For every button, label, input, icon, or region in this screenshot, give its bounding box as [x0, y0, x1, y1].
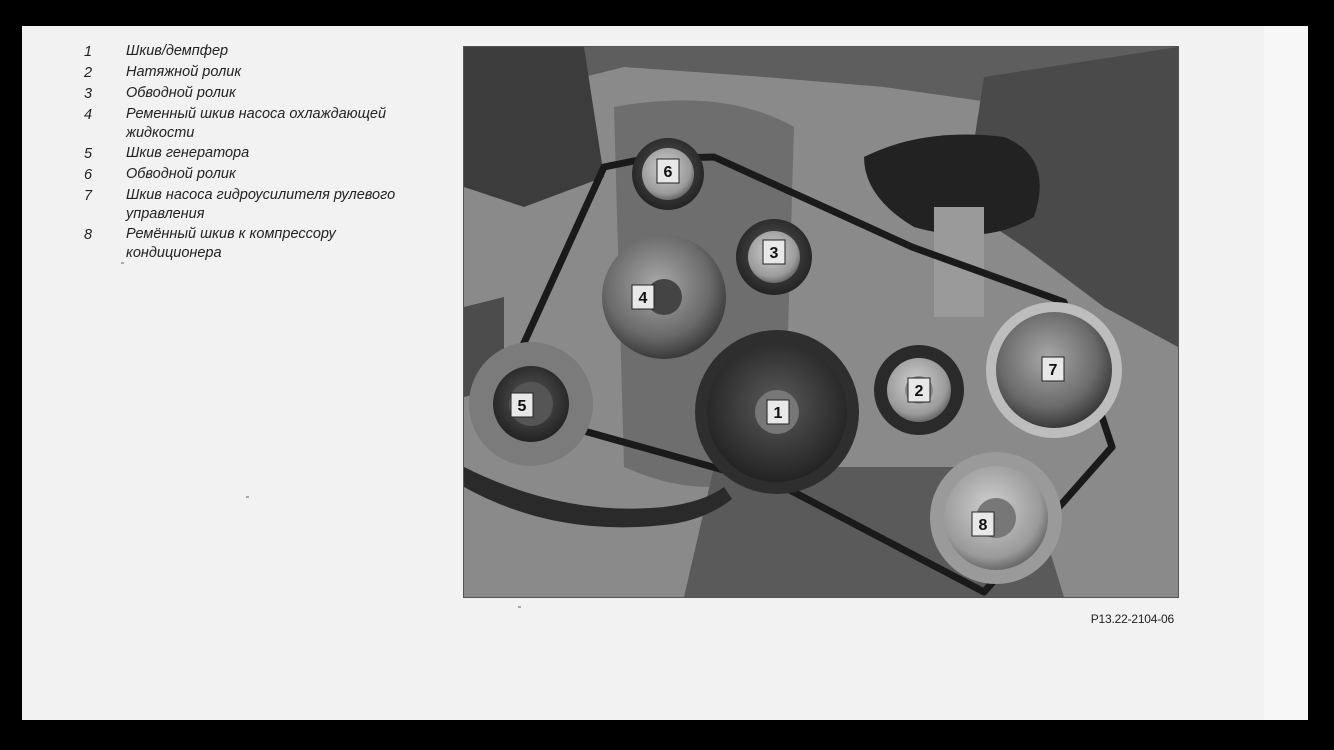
legend-text: Натяжной ролик: [126, 64, 242, 80]
legend-text: Обводной ролик: [126, 166, 236, 182]
legend-number: 1: [84, 44, 93, 60]
legend-item: [84, 165, 414, 185]
legend-text: Ремённый шкив к компрессору кондиционера: [126, 226, 336, 261]
callout-2: [908, 378, 930, 402]
scan-speck: [518, 606, 521, 608]
callout-label: 6: [663, 164, 673, 181]
legend-number: 5: [84, 146, 93, 162]
document-page: [22, 26, 1308, 720]
legend-number: 7: [84, 188, 93, 204]
callout-label: 2: [914, 383, 924, 400]
engine-photo: [463, 46, 1179, 598]
callout-label: 7: [1048, 362, 1058, 379]
legend-text: Шкив насоса гидроусилителя рулевого управления: [126, 187, 396, 222]
legend-number: 8: [84, 227, 93, 243]
legend-number: 4: [84, 107, 93, 123]
parts-legend: [84, 42, 414, 264]
callout-7: [1042, 357, 1064, 381]
legend-item: [84, 186, 414, 224]
callout-label: 4: [638, 290, 648, 307]
figure-reference-code: P13.22-2104-06: [1090, 612, 1174, 626]
callout-label: 5: [517, 398, 527, 415]
legend-item: [84, 225, 414, 263]
scan-speck: [246, 496, 249, 498]
legend-item: [84, 84, 414, 104]
legend-text: Ременный шкив насоса охлаждающей жидкости: [126, 106, 387, 141]
left-hose-area: [464, 47, 604, 207]
callout-5: [511, 393, 533, 417]
legend-item: [84, 42, 414, 62]
callout-8: [972, 512, 994, 536]
legend-text: Шкив/демпфер: [126, 43, 229, 59]
callout-4: [632, 285, 654, 309]
legend-item: [84, 105, 414, 143]
callout-6: [657, 159, 679, 183]
scan-speck: [121, 262, 124, 264]
legend-text: Шкив генератора: [126, 145, 250, 161]
callout-3: [763, 240, 785, 264]
legend-item: [84, 144, 414, 164]
legend-number: 6: [84, 167, 93, 183]
callout-label: 1: [773, 405, 783, 422]
legend-text: Обводной ролик: [126, 85, 236, 101]
callout-1: [767, 400, 789, 424]
callout-label: 8: [978, 517, 988, 534]
legend-number: 3: [84, 86, 93, 102]
page-margin: [1264, 26, 1308, 720]
callout-label: 3: [769, 245, 779, 262]
belt-drive-illustration: [464, 47, 1178, 597]
legend-item: [84, 63, 414, 83]
legend-number: 2: [84, 65, 93, 81]
